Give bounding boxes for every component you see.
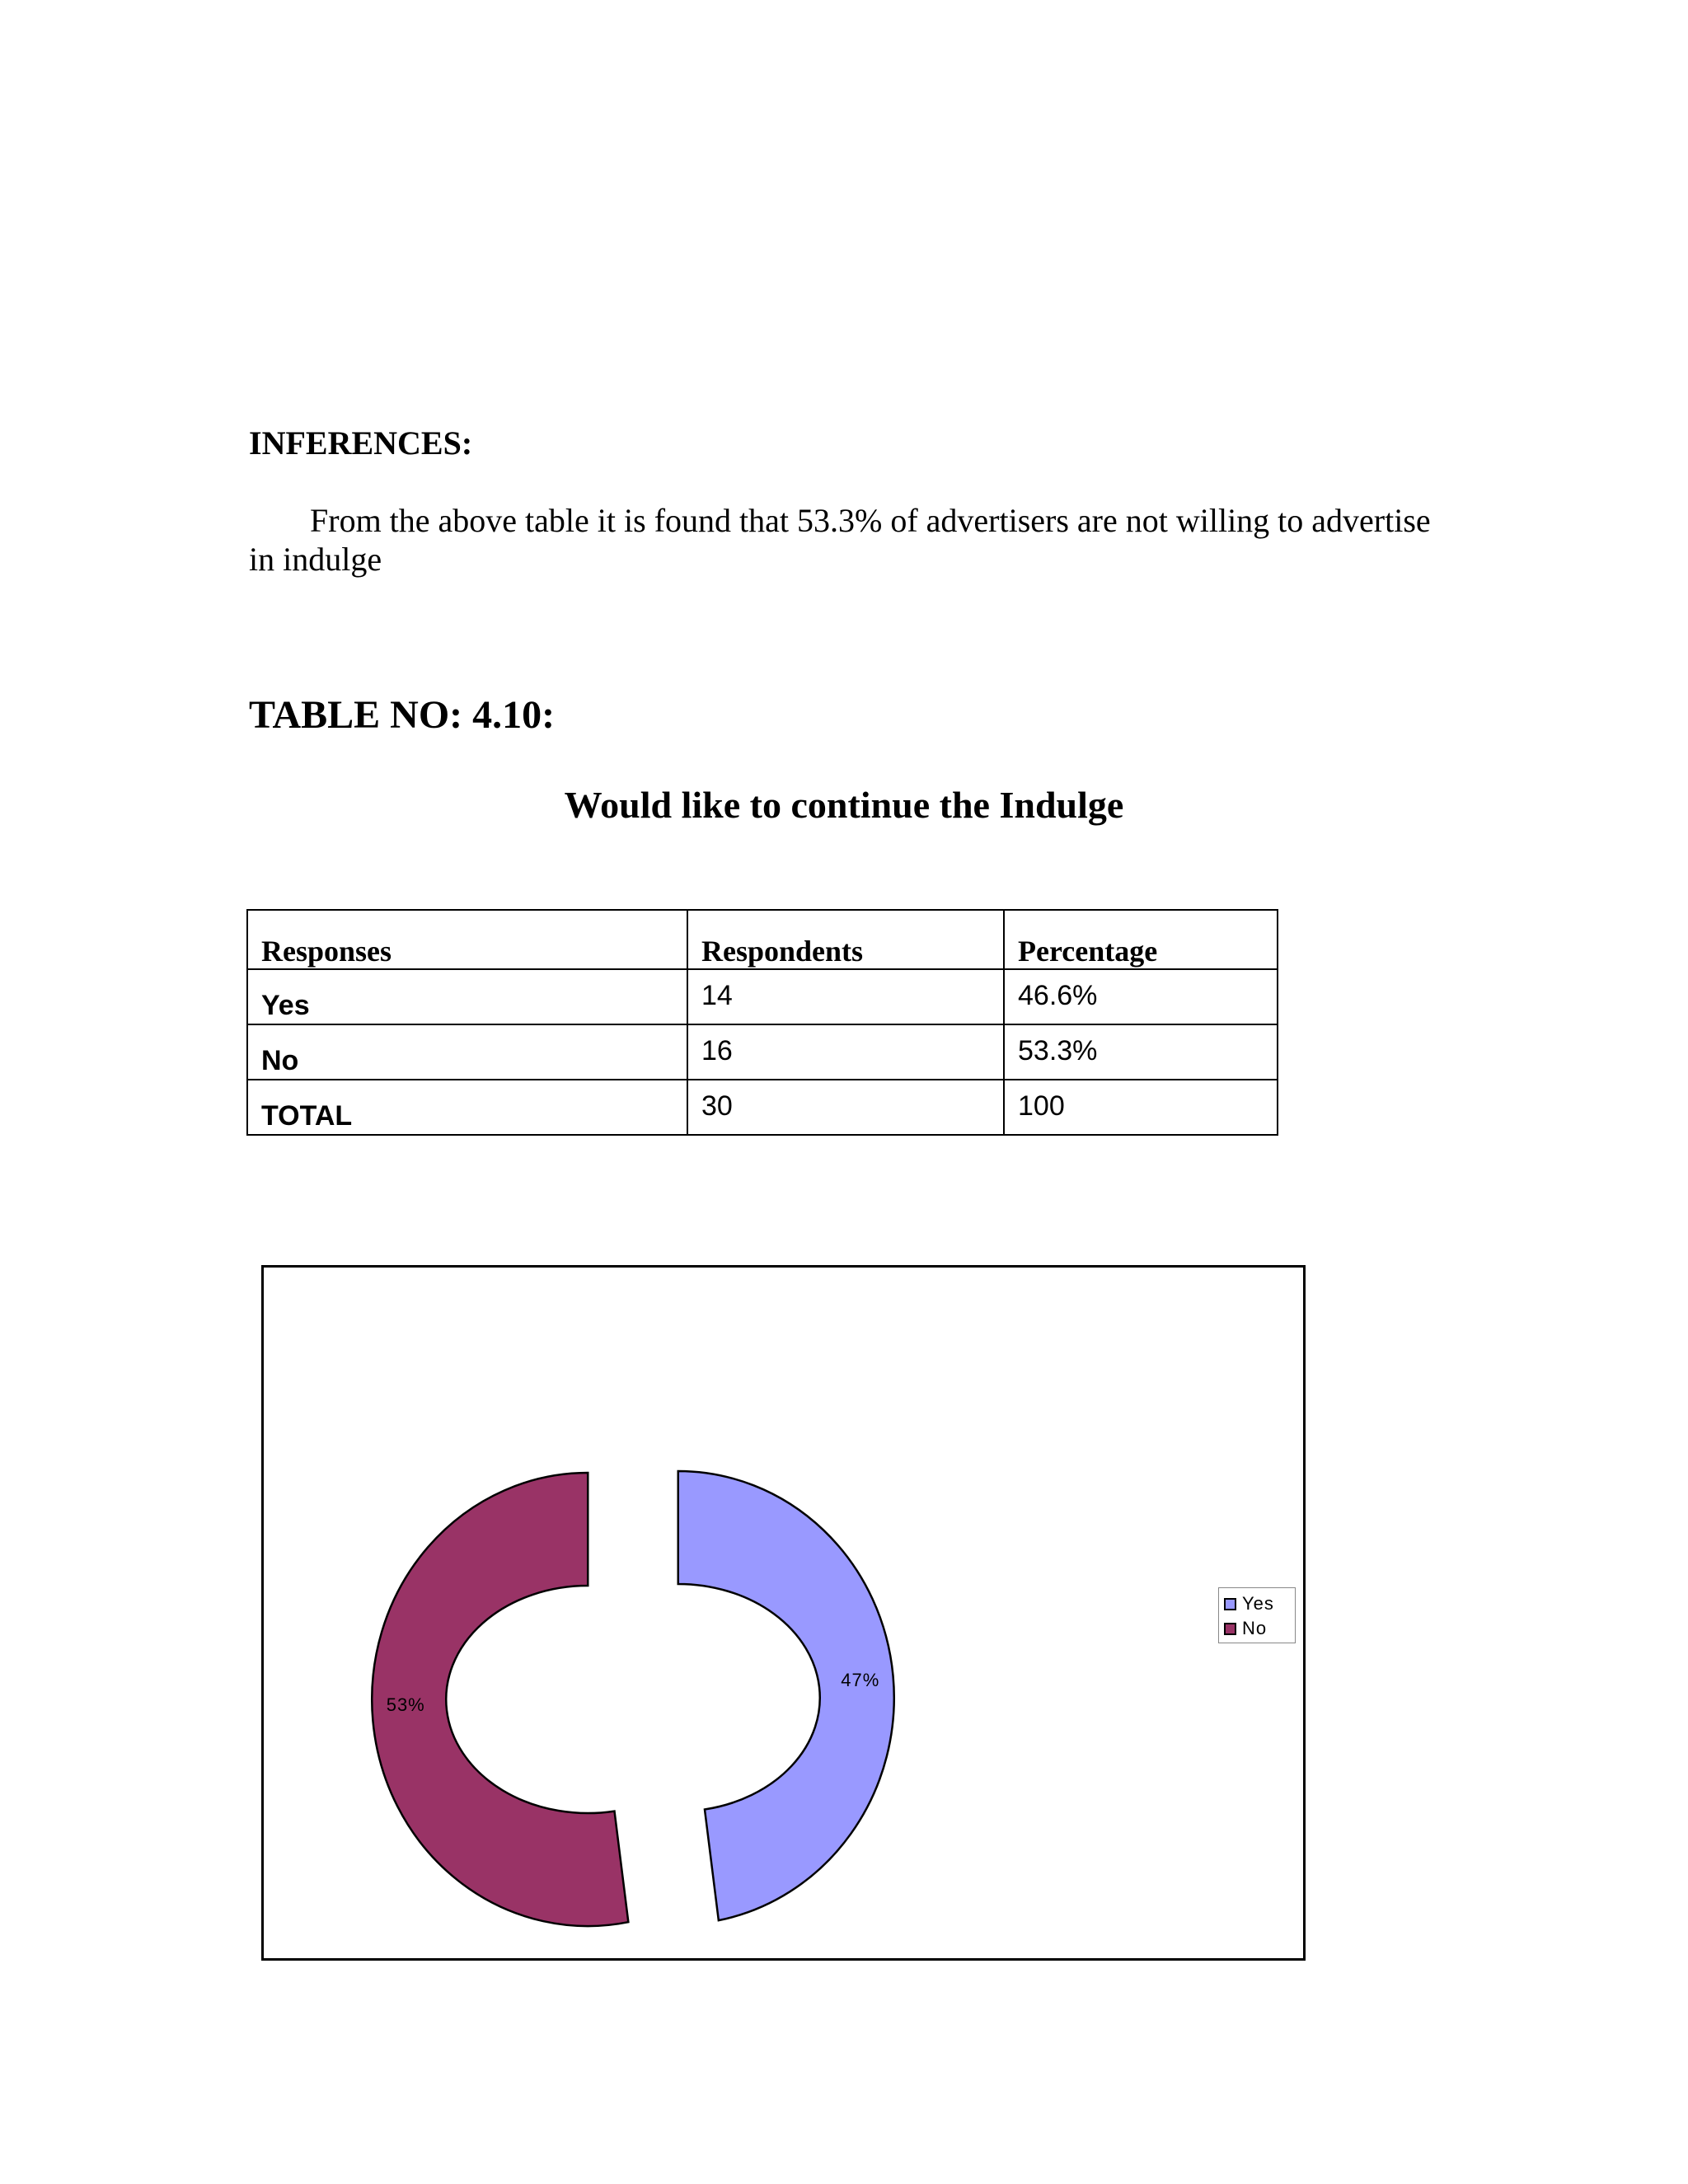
table-title: Would like to continue the Indulge xyxy=(564,784,1124,826)
header-percentage: Percentage xyxy=(1004,910,1278,969)
legend-item-yes xyxy=(1224,1591,1290,1616)
doughnut-chart xyxy=(264,1268,1303,1958)
slice-yes xyxy=(678,1471,894,1920)
header-respondents: Respondents xyxy=(687,910,1004,969)
inferences-paragraph: From the above table it is found that 53.3% of advertisers are not willing to advertise in indulge xyxy=(249,502,1431,578)
table-row xyxy=(247,1024,1278,1080)
table-row xyxy=(247,969,1278,1024)
inferences-heading: INFERENCES: xyxy=(249,424,473,462)
cell-response: No xyxy=(247,1024,687,1080)
doughnut-chart-frame xyxy=(261,1265,1306,1961)
legend-label-no: No xyxy=(1242,1618,1268,1638)
cell-response: TOTAL xyxy=(247,1080,687,1135)
cell-respondents: 30 xyxy=(687,1080,1004,1135)
table-row xyxy=(247,1080,1278,1135)
table-header-row xyxy=(247,910,1278,969)
cell-percentage: 100 xyxy=(1004,1080,1278,1135)
legend-label-yes: Yes xyxy=(1242,1593,1274,1614)
legend-swatch-no xyxy=(1224,1623,1236,1635)
legend-swatch-yes xyxy=(1224,1598,1236,1610)
cell-percentage: 53.3% xyxy=(1004,1024,1278,1080)
slice-label-yes: 47% xyxy=(841,1670,880,1691)
cell-response: Yes xyxy=(247,969,687,1024)
cell-respondents: 14 xyxy=(687,969,1004,1024)
table-number-heading: TABLE NO: 4.10: xyxy=(249,693,556,737)
legend-item-no xyxy=(1224,1616,1290,1641)
cell-respondents: 16 xyxy=(687,1024,1004,1080)
cell-percentage: 46.6% xyxy=(1004,969,1278,1024)
chart-legend xyxy=(1218,1587,1296,1643)
responses-table xyxy=(246,909,1278,1136)
slice-label-no: 53% xyxy=(386,1694,425,1715)
header-responses: Responses xyxy=(247,910,687,969)
